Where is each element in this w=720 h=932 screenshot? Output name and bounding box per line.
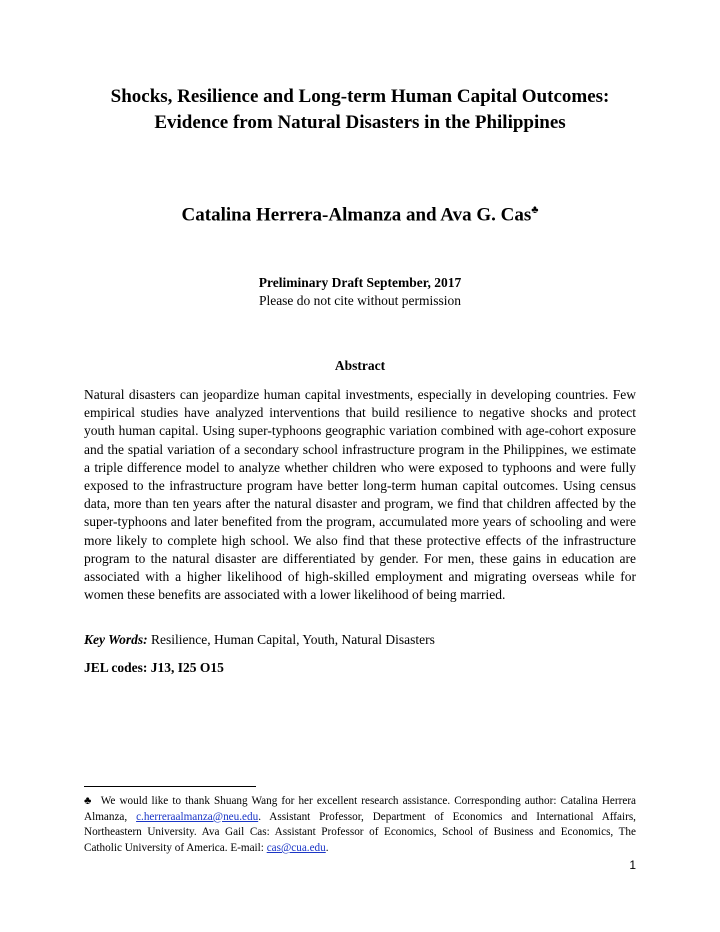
- keywords: [84, 632, 435, 648]
- draft-notice: [0, 274, 720, 310]
- draft-note: Please do not cite without permission: [258, 293, 462, 308]
- jel-codes: JEL codes: J13, I25 O15: [84, 660, 224, 675]
- abstract-body: Natural disasters can jeopardize human capital investments, especially in developing countries. Few empirical studies have analyzed interventions that build resilience to negative shocks and protect youth human capital. Using super-typhoons geographic variation combined with age-cohort exposure and the spatial variation of a secondary school infrastructure program in the Philippines, we estimate a triple difference model to analyze whether children who were exposed to typhoons and were fully exposed to the infrastructure program have better long-term human capital outcomes. Using census data, more than ten years after the natural disaster and program, we find that children affected by the super-typhoons and later benefited from the program, accumulated more years of schooling and were more likely to complete high school. We also find that these protective effects of the infrastructure program to the natural disaster are differentiated by gender. For men, these gains in education are associated with a higher likelihood of high-skilled employment and migrating overseas while for women these benefits are associated with a lower likelihood of being married.: [84, 387, 636, 603]
- keywords-list: Resilience, Human Capital, Youth, Natural Disasters: [151, 632, 435, 647]
- author-names: Catalina Herrera-Almanza and Ava G. Cas: [181, 204, 532, 226]
- footnote-divider: [84, 786, 256, 787]
- keywords-label: Key Words:: [84, 632, 148, 647]
- footnote-text-2: . Assistant Professor, Department of Economics and International Affairs, Northeastern University. Ava Gail Cas: Assistant Professor of Economics, School of Business and Economics, The Catholic University of America. E-mail:: [84, 810, 636, 854]
- footnote-text-3: .: [325, 841, 329, 854]
- page-number: 1: [629, 858, 636, 872]
- draft-label: Preliminary Draft September, 2017: [258, 275, 462, 290]
- author-footnote-mark[interactable]: ♣: [531, 204, 539, 216]
- title-line-2: Evidence from Natural Disasters in the Philippines: [154, 112, 566, 133]
- footnote-mark: ♣: [84, 795, 93, 807]
- footnote: [84, 794, 636, 856]
- paper-title: [0, 84, 720, 136]
- email-link-cas[interactable]: cas@cua.edu: [266, 841, 326, 854]
- footnote-text-1: We would like to thank Shuang Wang for her excellent research assistance. Corresponding author: Catalina Herrera Almanza,: [84, 795, 637, 823]
- abstract-heading: Abstract: [334, 358, 386, 373]
- email-link-herrera[interactable]: c.herreraalmanza@neu.edu: [136, 810, 259, 823]
- title-line-1: Shocks, Resilience and Long-term Human Capital Outcomes:: [110, 86, 610, 107]
- authors: [0, 204, 720, 226]
